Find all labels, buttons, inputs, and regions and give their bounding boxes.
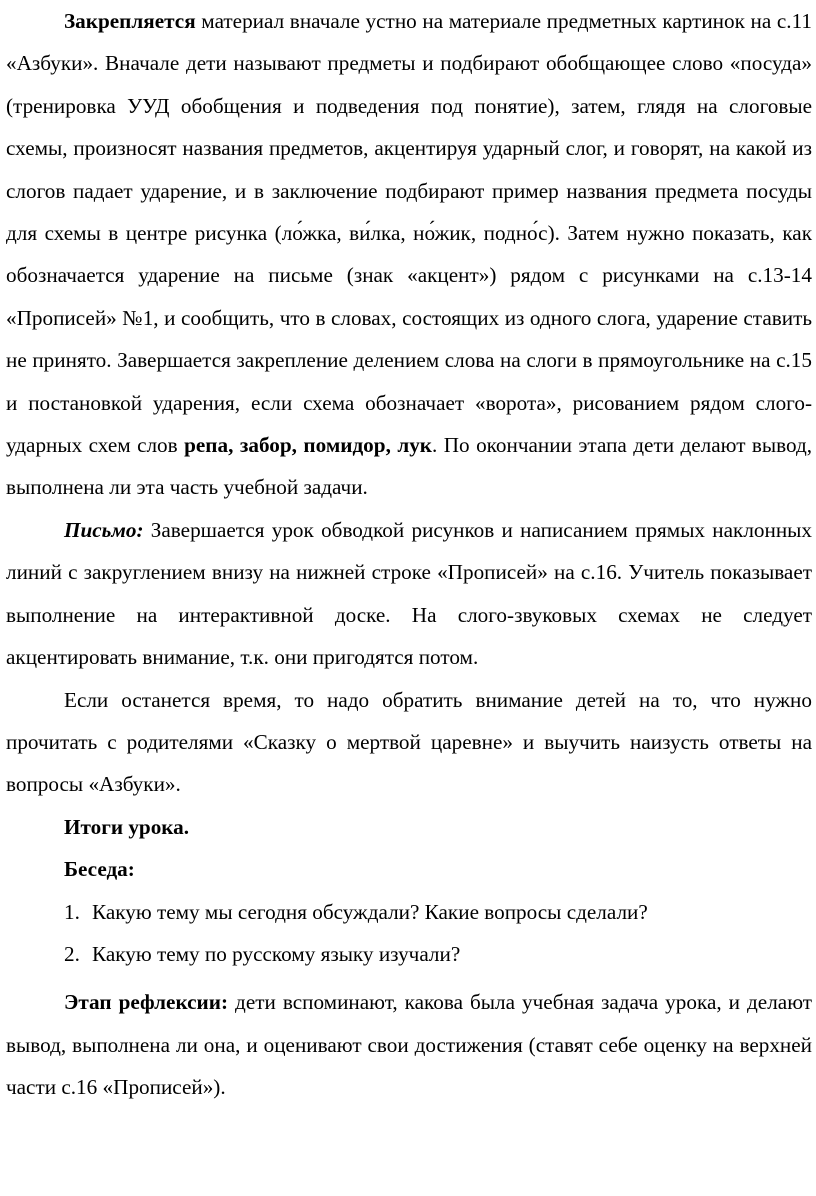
lead-word-writing: Письмо: — [64, 517, 144, 542]
paragraph-text: . По окончании этапа дети делают вывод, выполнена ли эта часть учебной задачи. — [6, 433, 813, 500]
lead-word-consolidation: Закрепляется — [64, 9, 196, 33]
separator: , — [385, 433, 398, 458]
heading-summary-text: Итоги урока. — [64, 814, 190, 839]
lead-word-reflection: Этап рефлексии: — [64, 990, 229, 1015]
heading-summary — [6, 806, 812, 848]
heading-talk-text: Беседа: — [64, 857, 135, 882]
paragraph-text: дети вспоминают, какова была учебная задача урока, и делают вывод, выполнена ли она, и оценивают свои достижения (ставят себе оценку на верхней части с.16 «Прописей»). — [6, 990, 812, 1100]
separator: , — [228, 433, 240, 458]
document-page — [6, 0, 812, 1109]
example-word-zabor: забор — [239, 433, 292, 458]
example-word-luk: лук — [397, 433, 433, 458]
separator: , — [291, 433, 304, 458]
paragraph-extra-time — [6, 679, 812, 806]
paragraph-text: материал вначале устно на материале предметных картинок на с.11 «Азбуки». Вначале дети называют предметы и подбирают обобщающее слово «посуда» (тренировка УУД обобщения и подведения под понятие), затем, глядя на слоговые схемы, произносят названия предметов, акцентируя ударный слог, и говорят, на какой из слогов падает ударение, и в заключение подбирают пример названия предмета посуды для схемы в центре рисунка (ло́жка, ви́лка, но́жик, подно́с). Затем нужно показать, как обозначается ударение на письме (знак «акцент») рядом с рисунками на с.13-14 «Прописей» №1, и сообщить, что в словах, состоящих из одного слога, ударение ставить не принято. Завершается закрепление делением слова на слоги в прямоугольнике на с.15 и постановкой ударения, если схема обозначает «ворота», рисованием рядом слого-ударных схем слов — [6, 9, 812, 458]
example-word-repa: репа — [184, 433, 229, 458]
list-number: 1. — [64, 899, 80, 924]
list-item — [6, 933, 812, 975]
paragraph-writing — [6, 509, 812, 679]
example-word-pomidor: помидор — [303, 433, 386, 458]
list-number: 2. — [64, 941, 80, 966]
heading-talk — [6, 848, 812, 890]
question-list — [6, 891, 812, 976]
paragraph-text: Если останется время, то надо обратить внимание детей на то, что нужно прочитать с родителями «Сказку о мертвой царевне» и выучить наизусть ответы на вопросы «Азбуки». — [6, 687, 812, 797]
paragraph-consolidation — [6, 0, 812, 509]
paragraph-text: Завершается урок обводкой рисунков и написанием прямых наклонных линий с закруглением внизу на нижней строке «Прописей» на с.16. Учитель показывает выполнение на интерактивной доске. На слого-звуковых схемах не следует акцентировать внимание, т.к. они пригодятся потом. — [6, 517, 812, 670]
list-item — [6, 891, 812, 933]
list-text: Какую тему мы сегодня обсуждали? Какие вопросы сделали? — [92, 899, 648, 924]
list-text: Какую тему по русскому языку изучали? — [92, 941, 461, 966]
paragraph-reflection — [6, 981, 812, 1108]
